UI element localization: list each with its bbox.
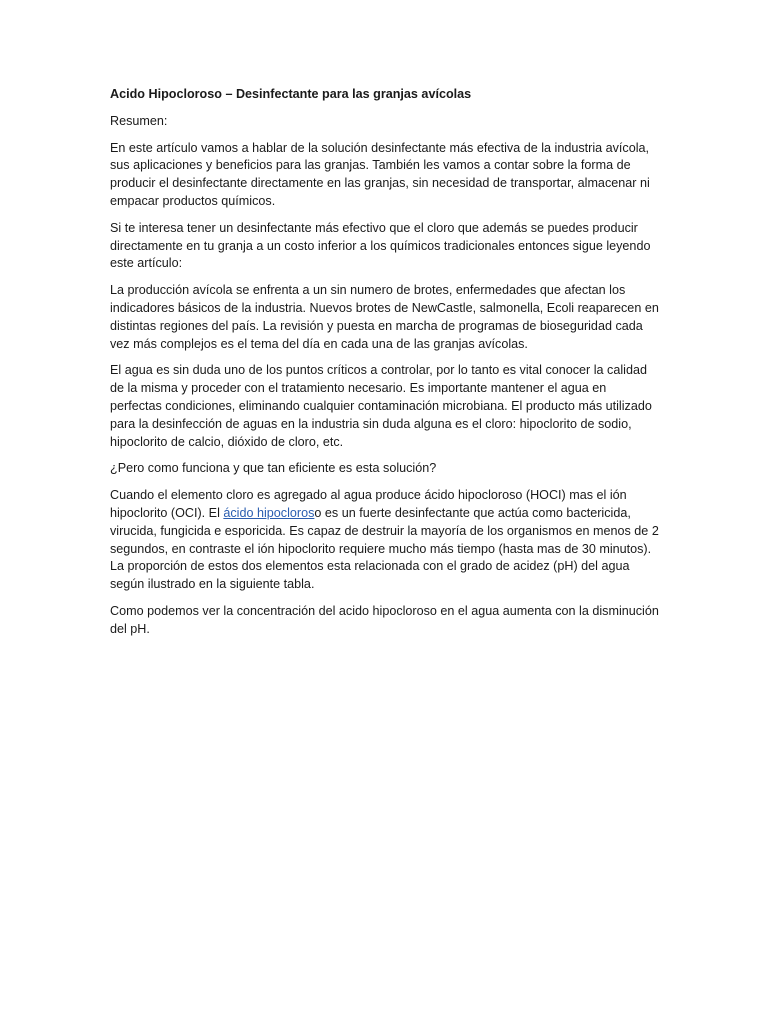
document-title: Acido Hipocloroso – Desinfectante para las granjas avícolas <box>110 87 472 101</box>
paragraph-production: La producción avícola se enfrenta a un sin numero de brotes, enfermedades que afectan los indicadores básicos de la industria. Nuevos brotes de NewCastle, salmonella, Ecoli reaparecen en distintas regiones del país. La revisión y puesta en marcha de programas de bioseguridad cada vez más complejos es el tema del día en cada una de las granjas avícolas. <box>110 283 659 351</box>
paragraph-chlorine <box>110 487 660 594</box>
paragraph-intro: En este artículo vamos a hablar de la solución desinfectante más efectiva de la industria avícola, sus aplicaciones y beneficios para las granjas. También les vamos a contar sobre la forma de producir el desinfectante directamente en las granjas, sin necesidad de transportar, almacenar ni empacar productos químicos. <box>110 140 650 208</box>
paragraph-chlorine-start: Cuando el elemento cloro es agregado al agua produce ácido hipocloroso (HOCI) mas el ión hipoclorito (OCI). El <box>110 488 627 520</box>
paragraph-interest: Si te interesa tener un desinfectante más efectivo que el cloro que además se puedes producir directamente en tu granja a un costo inferior a los químicos tradicionales entonces sigue leyendo este artículo: <box>110 220 651 271</box>
paragraph-water: El agua es sin duda uno de los puntos críticos a controlar, por lo tanto es vital conocer la calidad de la misma y proceder con el tratamiento necesario. Es importante mantener el agua en perfectas condiciones, eliminando cualquier contaminación microbiana. El producto más utilizado para la desinfección de aguas en la industria sin duda alguna es el cloro: hipoclorito de sodio, hipoclorito de calcio, dióxido de cloro, etc. <box>110 363 652 449</box>
hypochlorous-acid-link[interactable]: ácido hipocloros <box>223 505 315 520</box>
paragraph-question: ¿Pero como funciona y que tan eficiente es esta solución? <box>110 461 437 476</box>
paragraph-chlorine-end: o es un fuerte desinfectante que actúa como bactericida, virucida, fungicida e esporicida. Es capaz de destruir la mayoría de los organismos en menos de 2 segundos, en contraste el ión hipoclorito requiere mucho más tiempo (hasta mas de 30 minutos). La proporción de estos dos elementos esta relacionada con el grado de acidez (pH) del agua según ilustrado en la siguiente tabla. <box>110 505 659 592</box>
paragraph-conclusion: Como podemos ver la concentración del acido hipocloroso en el agua aumenta con la disminución del pH. <box>110 603 659 636</box>
summary-label: Resumen: <box>110 113 168 128</box>
document-body <box>110 86 660 648</box>
